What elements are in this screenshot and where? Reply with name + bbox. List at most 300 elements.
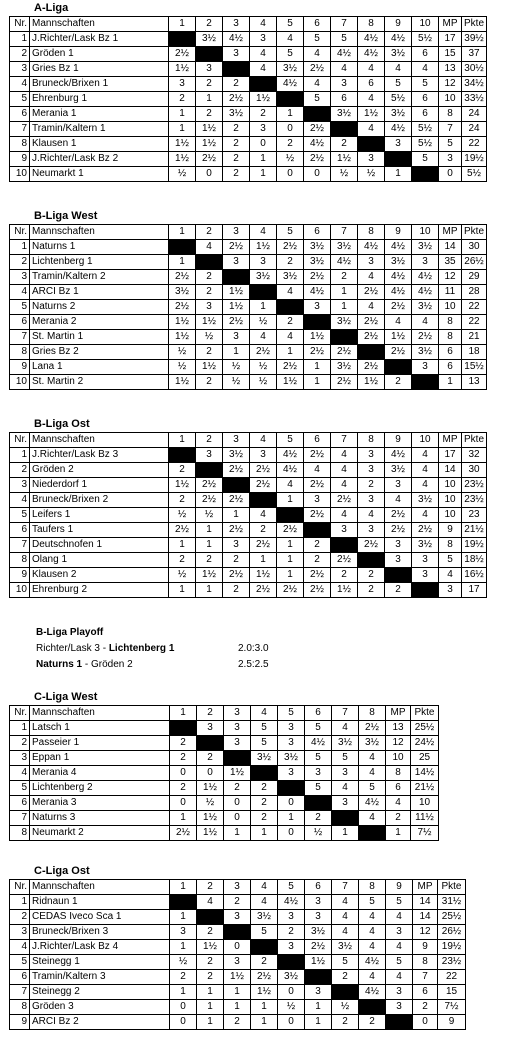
column-header: 1: [169, 433, 196, 448]
result-cell: 0: [170, 1000, 197, 1015]
result-cell: 1: [170, 811, 197, 826]
rank-cell: 3: [10, 478, 30, 493]
result-cell: 2½: [277, 360, 304, 375]
result-cell: 1½: [250, 92, 277, 107]
result-cell: 3: [250, 32, 277, 47]
result-cell: 2: [197, 970, 224, 985]
rank-cell: 9: [10, 568, 30, 583]
result-cell: 1½: [197, 940, 224, 955]
table-row: [10, 751, 439, 766]
rank-cell: 1: [10, 721, 30, 736]
table-row: [10, 568, 487, 583]
result-cell: 5: [251, 721, 278, 736]
result-cell: 2: [170, 970, 197, 985]
result-cell: 14: [439, 463, 462, 478]
result-cell: 9: [439, 523, 462, 538]
result-cell: 1½: [304, 330, 331, 345]
result-cell: 1½: [196, 122, 223, 137]
column-header: 2: [196, 433, 223, 448]
result-cell: 3: [331, 77, 358, 92]
result-cell: 4½: [304, 137, 331, 152]
rank-cell: 1: [10, 240, 30, 255]
result-cell: 21: [462, 330, 487, 345]
result-cell: 2½: [277, 523, 304, 538]
playoff-match: Naturns 1 - Gröden 2 2.5:2.5: [36, 657, 174, 673]
result-cell: 4½: [385, 240, 412, 255]
column-header: 7: [332, 880, 359, 895]
result-cell: 22: [462, 300, 487, 315]
result-cell: 2: [250, 523, 277, 538]
rank-cell: 9: [10, 152, 30, 167]
result-cell: 2: [331, 568, 358, 583]
rank-cell: 3: [10, 925, 30, 940]
table-row: [10, 478, 487, 493]
result-cell: 3½: [412, 300, 439, 315]
result-cell: 17: [439, 32, 462, 47]
result-cell: 4: [304, 47, 331, 62]
column-header: 3: [223, 433, 250, 448]
result-cell: 11½: [411, 811, 439, 826]
rank-cell: 1: [10, 32, 30, 47]
result-cell: 4: [332, 895, 359, 910]
standings-table-a-liga: [9, 16, 487, 182]
result-cell: 4½: [277, 463, 304, 478]
team-name-cell: Naturns 2: [30, 300, 169, 315]
result-cell: 3: [358, 255, 385, 270]
result-cell: 3: [412, 568, 439, 583]
table-row: [10, 508, 487, 523]
column-header: 1: [170, 880, 197, 895]
result-cell: 2½: [196, 152, 223, 167]
team-name-cell: Bruneck/Brixen 3: [30, 925, 170, 940]
result-cell: 5: [359, 895, 386, 910]
result-cell: 2: [223, 167, 250, 182]
result-cell: 2: [223, 583, 250, 598]
result-cell: 2½: [223, 493, 250, 508]
result-cell: 7: [413, 970, 438, 985]
result-cell: 1½: [331, 152, 358, 167]
result-cell: 21½: [411, 781, 439, 796]
result-cell: 2½: [196, 478, 223, 493]
result-cell: 1: [223, 508, 250, 523]
header-row: [10, 433, 487, 448]
table-row: [10, 315, 487, 330]
result-cell: 8: [439, 315, 462, 330]
result-cell: 3: [224, 721, 251, 736]
result-cell: 3: [386, 925, 413, 940]
result-cell: 3½: [278, 751, 305, 766]
result-cell: 6: [331, 92, 358, 107]
column-header: 10: [412, 17, 439, 32]
table-row: [10, 47, 487, 62]
result-cell: 6: [439, 345, 462, 360]
table-row: [10, 736, 439, 751]
result-cell: 6: [358, 77, 385, 92]
result-cell: 1: [439, 375, 462, 390]
result-cell: 3½: [304, 255, 331, 270]
result-cell: 10: [439, 478, 462, 493]
result-cell: 2: [251, 811, 278, 826]
result-cell: 7½: [438, 1000, 466, 1015]
result-cell: 2: [196, 107, 223, 122]
result-cell: 3: [170, 925, 197, 940]
rank-cell: 3: [10, 751, 30, 766]
result-cell: 37: [462, 47, 487, 62]
result-cell: 2: [277, 255, 304, 270]
result-cell: 3: [224, 736, 251, 751]
column-header: 4: [251, 706, 278, 721]
table-row: [10, 493, 487, 508]
result-cell: 2: [332, 1015, 359, 1030]
self-match-cell: [250, 493, 277, 508]
table-row: [10, 107, 487, 122]
result-cell: 1: [224, 826, 251, 841]
result-cell: 1: [305, 1000, 332, 1015]
result-cell: 3: [278, 910, 305, 925]
result-cell: 4: [412, 478, 439, 493]
result-cell: 9: [438, 1015, 466, 1030]
result-cell: 2½: [304, 122, 331, 137]
result-cell: 3: [223, 255, 250, 270]
result-cell: 3: [196, 62, 223, 77]
result-cell: 2: [359, 1015, 386, 1030]
result-cell: 4: [332, 721, 359, 736]
result-cell: 2½: [223, 568, 250, 583]
result-cell: 7½: [411, 826, 439, 841]
result-cell: 2½: [250, 538, 277, 553]
result-cell: 1½: [169, 315, 196, 330]
team-name-cell: Merania 2: [30, 315, 169, 330]
result-cell: 2½: [385, 508, 412, 523]
self-match-cell: [278, 781, 305, 796]
result-cell: 5: [386, 895, 413, 910]
column-header: Pkte: [438, 880, 466, 895]
result-cell: 2: [386, 811, 411, 826]
result-cell: 2: [196, 77, 223, 92]
team-name-cell: Gröden 2: [30, 463, 169, 478]
table-row: [10, 122, 487, 137]
rank-cell: 5: [10, 781, 30, 796]
result-cell: 2½: [412, 523, 439, 538]
standings-table-b-liga-ost: [9, 432, 487, 598]
result-cell: 14: [439, 240, 462, 255]
playoff-block: [36, 625, 269, 673]
result-cell: 14½: [411, 766, 439, 781]
result-cell: 1: [251, 1000, 278, 1015]
rank-cell: 10: [10, 375, 30, 390]
column-header: 2: [197, 880, 224, 895]
rank-cell: 9: [10, 360, 30, 375]
result-cell: 1: [277, 568, 304, 583]
result-cell: 3: [358, 152, 385, 167]
result-cell: 1: [250, 553, 277, 568]
column-header: 2: [196, 225, 223, 240]
column-header: 4: [250, 17, 277, 32]
result-cell: 4½: [412, 285, 439, 300]
result-cell: 0: [197, 766, 224, 781]
result-cell: 4: [359, 910, 386, 925]
result-cell: 14: [413, 895, 438, 910]
result-cell: 2½: [277, 583, 304, 598]
result-cell: 3: [358, 493, 385, 508]
result-cell: 23: [462, 508, 487, 523]
team-name-cell: J.Richter/Lask Bz 4: [30, 940, 170, 955]
result-cell: 2: [277, 137, 304, 152]
result-cell: 3½: [331, 107, 358, 122]
rank-cell: 3: [10, 62, 30, 77]
self-match-cell: [223, 62, 250, 77]
column-header: Mannschaften: [30, 225, 169, 240]
result-cell: 3: [278, 766, 305, 781]
result-cell: 13: [439, 62, 462, 77]
self-match-cell: [386, 1015, 413, 1030]
result-cell: 2½: [358, 360, 385, 375]
result-cell: 2: [331, 137, 358, 152]
column-header: Nr.: [10, 433, 30, 448]
rank-cell: 8: [10, 826, 30, 841]
result-cell: 1½: [196, 315, 223, 330]
rank-cell: 7: [10, 330, 30, 345]
self-match-cell: [385, 360, 412, 375]
result-cell: 0: [170, 1015, 197, 1030]
self-match-cell: [412, 167, 439, 182]
self-match-cell: [250, 77, 277, 92]
result-cell: 0: [439, 167, 462, 182]
result-cell: 2½: [223, 523, 250, 538]
result-cell: 2½: [304, 345, 331, 360]
result-cell: 2½: [277, 240, 304, 255]
result-cell: 0: [277, 122, 304, 137]
result-cell: 4: [359, 766, 386, 781]
table-row: [10, 62, 487, 77]
result-cell: 2: [331, 270, 358, 285]
column-header: MP: [413, 880, 438, 895]
rank-cell: 4: [10, 77, 30, 92]
result-cell: 2: [223, 553, 250, 568]
team-name-cell: J.Richter/Lask Bz 2: [30, 152, 169, 167]
result-cell: 3: [358, 448, 385, 463]
result-cell: 2: [413, 1000, 438, 1015]
column-header: Nr.: [10, 225, 30, 240]
result-cell: 3½: [305, 925, 332, 940]
result-cell: 1: [170, 940, 197, 955]
result-cell: 8: [439, 538, 462, 553]
table-row: [10, 523, 487, 538]
result-cell: 4: [359, 970, 386, 985]
result-cell: 3: [304, 300, 331, 315]
result-cell: 2½: [304, 152, 331, 167]
result-cell: 4½: [304, 285, 331, 300]
result-cell: 19½: [462, 152, 487, 167]
result-cell: 4½: [358, 240, 385, 255]
table-row: [10, 940, 466, 955]
result-cell: 33½: [462, 92, 487, 107]
result-cell: 2: [358, 583, 385, 598]
self-match-cell: [331, 122, 358, 137]
team-name-cell: J.Richter/Lask Bz 1: [30, 32, 169, 47]
table-row: [10, 92, 487, 107]
self-match-cell: [331, 538, 358, 553]
self-match-cell: [170, 895, 197, 910]
result-cell: 24: [462, 122, 487, 137]
rank-cell: 2: [10, 910, 30, 925]
table-row: [10, 826, 439, 841]
table-row: [10, 910, 466, 925]
result-cell: 5½: [412, 32, 439, 47]
result-cell: 5: [439, 137, 462, 152]
column-header: 9: [385, 225, 412, 240]
result-cell: 5: [251, 736, 278, 751]
result-cell: 4½: [305, 736, 332, 751]
table-row: [10, 330, 487, 345]
result-cell: 10: [439, 92, 462, 107]
result-cell: 0: [224, 811, 251, 826]
result-cell: 3½: [169, 285, 196, 300]
result-cell: 30½: [462, 62, 487, 77]
result-cell: 2: [197, 955, 224, 970]
result-cell: 3: [304, 493, 331, 508]
rank-cell: 8: [10, 137, 30, 152]
result-cell: 2: [385, 375, 412, 390]
team-name-cell: Gries Bz 1: [30, 62, 169, 77]
result-cell: 3: [439, 152, 462, 167]
table-row: [10, 925, 466, 940]
result-cell: 3: [332, 766, 359, 781]
self-match-cell: [412, 375, 439, 390]
self-match-cell: [250, 285, 277, 300]
result-cell: 15: [438, 985, 466, 1000]
result-cell: 5: [251, 925, 278, 940]
table-row: [10, 270, 487, 285]
result-cell: 4: [385, 493, 412, 508]
column-header: 5: [277, 225, 304, 240]
team-name-cell: Lichtenberg 1: [30, 255, 169, 270]
self-match-cell: [196, 255, 223, 270]
result-cell: 4½: [412, 270, 439, 285]
result-cell: 3½: [412, 240, 439, 255]
result-cell: 1: [196, 92, 223, 107]
result-cell: 6: [412, 47, 439, 62]
result-cell: 2½: [331, 345, 358, 360]
result-cell: 3½: [223, 448, 250, 463]
result-cell: 5: [412, 77, 439, 92]
result-cell: 1: [224, 1000, 251, 1015]
result-cell: 23½: [438, 955, 466, 970]
result-cell: ½: [169, 345, 196, 360]
result-cell: 1: [331, 300, 358, 315]
result-cell: 1½: [250, 568, 277, 583]
result-cell: 0: [224, 796, 251, 811]
result-cell: 3½: [250, 270, 277, 285]
column-header: 6: [304, 225, 331, 240]
result-cell: 3: [412, 360, 439, 375]
result-cell: 2: [224, 895, 251, 910]
rank-cell: 1: [10, 895, 30, 910]
rank-cell: 10: [10, 167, 30, 182]
result-cell: 0: [278, 796, 305, 811]
result-cell: 4: [250, 330, 277, 345]
result-cell: 2: [304, 553, 331, 568]
header-row: [10, 880, 466, 895]
result-cell: 24½: [411, 736, 439, 751]
result-cell: 2: [170, 781, 197, 796]
result-cell: 22: [462, 137, 487, 152]
team-name-cell: ARCI Bz 2: [30, 1015, 170, 1030]
result-cell: 2: [196, 270, 223, 285]
self-match-cell: [197, 910, 224, 925]
result-cell: 1: [169, 583, 196, 598]
result-cell: 4: [332, 781, 359, 796]
result-cell: 31½: [438, 895, 466, 910]
column-header: Mannschaften: [30, 17, 169, 32]
column-header: 5: [277, 17, 304, 32]
result-cell: 23½: [462, 493, 487, 508]
result-cell: 1: [170, 985, 197, 1000]
column-header: 9: [385, 17, 412, 32]
result-cell: ½: [197, 796, 224, 811]
result-cell: 0: [224, 940, 251, 955]
rank-cell: 6: [10, 107, 30, 122]
result-cell: 2: [196, 285, 223, 300]
result-cell: 6: [413, 985, 438, 1000]
column-header: 5: [277, 433, 304, 448]
table-row: [10, 538, 487, 553]
column-header: 3: [224, 706, 251, 721]
playoff-score: 2.0:3.0: [238, 643, 269, 654]
result-cell: 29: [462, 270, 487, 285]
result-cell: 13: [462, 375, 487, 390]
result-cell: 2: [251, 955, 278, 970]
result-cell: 3: [250, 448, 277, 463]
column-header: 6: [305, 880, 332, 895]
result-cell: 1: [385, 167, 412, 182]
team-name-cell: Naturns 3: [30, 811, 170, 826]
result-cell: 3: [385, 478, 412, 493]
result-cell: 6: [386, 781, 411, 796]
result-cell: 4½: [223, 32, 250, 47]
self-match-cell: [223, 270, 250, 285]
result-cell: 6: [412, 107, 439, 122]
self-match-cell: [385, 568, 412, 583]
result-cell: 4½: [277, 448, 304, 463]
rank-cell: 8: [10, 1000, 30, 1015]
result-cell: 3½: [412, 345, 439, 360]
table-row: [10, 375, 487, 390]
team-name-cell: Ridnaun 1: [30, 895, 170, 910]
result-cell: ½: [305, 826, 332, 841]
column-header: MP: [439, 433, 462, 448]
self-match-cell: [278, 955, 305, 970]
result-cell: 2½: [170, 826, 197, 841]
rank-cell: 4: [10, 285, 30, 300]
table-row: [10, 1000, 466, 1015]
result-cell: 2½: [250, 463, 277, 478]
self-match-cell: [196, 47, 223, 62]
result-cell: 2: [385, 583, 412, 598]
standings-table-b-liga-west: [9, 224, 487, 390]
result-cell: 2½: [385, 345, 412, 360]
column-header: 5: [278, 706, 305, 721]
result-cell: ½: [250, 375, 277, 390]
result-cell: 5: [277, 47, 304, 62]
result-cell: 3: [278, 736, 305, 751]
column-header: 8: [358, 225, 385, 240]
result-cell: 3: [332, 796, 359, 811]
result-cell: 4: [386, 940, 413, 955]
header-row: [10, 225, 487, 240]
result-cell: 18½: [462, 553, 487, 568]
column-header: 4: [250, 433, 277, 448]
